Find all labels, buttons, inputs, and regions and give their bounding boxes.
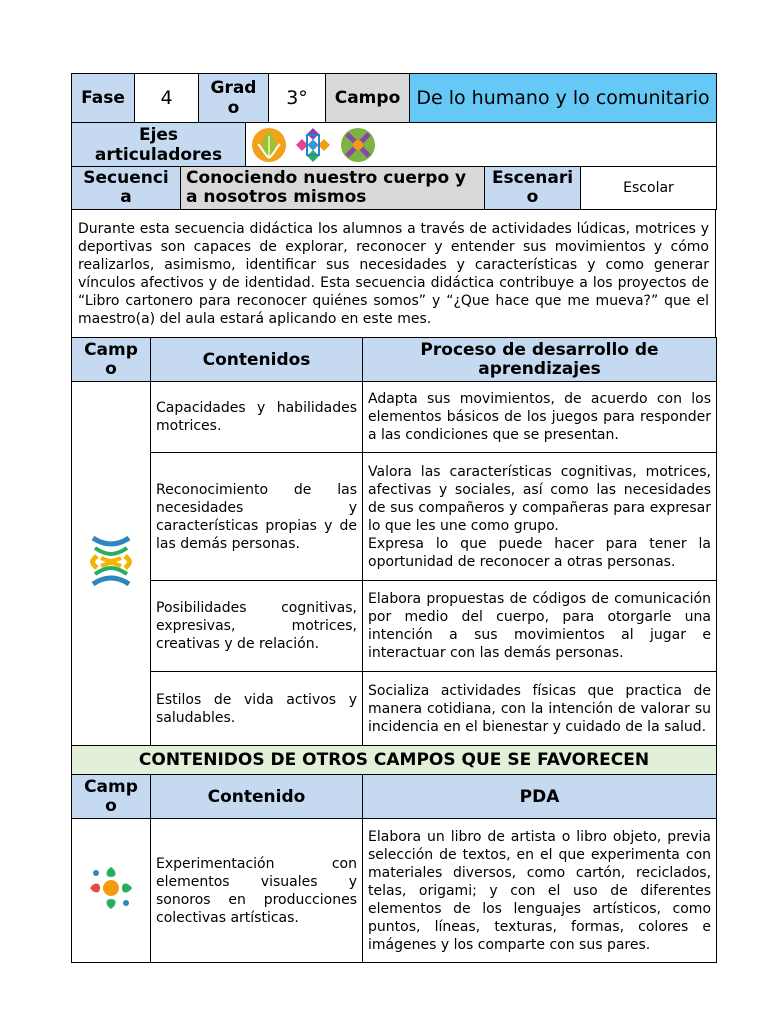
table-row xyxy=(72,382,717,453)
main-pda-1: Adapta sus movimientos, de acuerdo con los elementos básicos de los juegos para responder a las condiciones que se presentan. xyxy=(363,382,717,453)
main-col-proceso: Proceso de desarrollo de aprendizajes xyxy=(363,338,717,382)
otros-col-campo: Camp o xyxy=(72,775,151,819)
main-header-row xyxy=(72,338,717,382)
secuencia-value: Conociendo nuestro cuerpo y a nosotros mismos xyxy=(181,167,485,210)
main-col-contenidos: Contenidos xyxy=(151,338,363,382)
table-row xyxy=(72,453,717,581)
main-pda-2b: Expresa lo que puede hacer para tener la oportunidad de reconocer a otras personas. xyxy=(368,535,711,570)
header-table xyxy=(71,73,717,123)
otros-contenido-1: Experimentación con elementos visuales y sonoros en producciones colectivas artísticas. xyxy=(151,819,363,963)
lenguajes-icon xyxy=(86,863,136,913)
leaf-eje-icon xyxy=(250,126,288,164)
otros-pda-1: Elabora un libro de artista o libro objeto, previa selección de textos, en el que experimenta con materiales diversos, como cartón, reciclados, telas, origami; y con el uso de diferentes elementos de los lenguajes artísticos, como puntos, líneas, texturas, formas, colores e imágenes y los comparte con sus pares. xyxy=(363,819,717,963)
table-row xyxy=(72,819,717,963)
main-contenido-4: Estilos de vida activos y saludables. xyxy=(151,672,363,746)
main-contenido-2: Reconocimiento de las necesidades y características propias y de las demás personas. xyxy=(151,453,363,581)
fase-value: 4 xyxy=(135,74,199,123)
main-campo-icon-cell xyxy=(72,382,151,746)
main-pda-3: Elabora propuestas de códigos de comunicación por medio del cuerpo, para otorgarle una intención a sus movimientos al jugar e interactuar con las demás personas. xyxy=(363,581,717,672)
ejes-icons xyxy=(246,123,717,167)
humano-comunitario-icon xyxy=(87,534,135,588)
table-row xyxy=(72,581,717,672)
otros-table xyxy=(71,745,717,963)
table-row xyxy=(72,672,717,746)
main-pda-2-cell xyxy=(363,453,717,581)
campo-value: De lo humano y lo comunitario xyxy=(410,74,717,123)
grado-value: 3° xyxy=(269,74,326,123)
otros-header-row xyxy=(72,775,717,819)
main-pda-4: Socializa actividades físicas que practica de manera cotidiana, con la intención de valorar su incidencia en el bienestar y cuidado de la salud. xyxy=(363,672,717,746)
secuencia-table xyxy=(71,166,717,210)
otros-title: CONTENIDOS DE OTROS CAMPOS QUE SE FAVORECEN xyxy=(72,746,717,775)
main-contenido-1: Capacidades y habilidades motrices. xyxy=(151,382,363,453)
ejes-table xyxy=(71,122,717,167)
plus-interculturality-icon xyxy=(294,126,332,164)
campo-label: Campo xyxy=(326,74,410,123)
escenario-value: Escolar xyxy=(581,167,717,210)
secuencia-label: Secuenci a xyxy=(72,167,181,210)
x-equality-icon xyxy=(339,126,377,164)
otros-col-contenido: Contenido xyxy=(151,775,363,819)
main-contenido-3: Posibilidades cognitivas, expresivas, motrices, creativas y de relación. xyxy=(151,581,363,672)
grado-label: Grad o xyxy=(199,74,269,123)
otros-campo-icon-cell xyxy=(72,819,151,963)
otros-col-pda: PDA xyxy=(363,775,717,819)
escenario-label: Escenari o xyxy=(485,167,581,210)
planning-sheet xyxy=(71,73,716,963)
main-col-campo: Camp o xyxy=(72,338,151,382)
sequence-description: Durante esta secuencia didáctica los alumnos a través de actividades lúdicas, motrices y deportivas son capaces de explorar, reconocer y entender sus movimientos y cómo realizarlos, asimismo, identificar sus necesidades y características y como generar vínculos afectivos y de identidad. Esta secuencia didáctica contribuye a los proyectos de “Libro cartonero para reconocer quiénes somos” y “¿Que hace que me mueva?” que el maestro(a) del aula estará aplicando en este mes. xyxy=(72,210,716,338)
ejes-label: Ejes articuladores xyxy=(72,123,246,167)
main-pda-2: Valora las características cognitivas, motrices, afectivas y sociales, así como las necesidades de sus compañeros y compañeras para expresar lo que les une como grupo. xyxy=(368,463,711,534)
main-content-table xyxy=(71,337,717,746)
description-table xyxy=(71,209,716,338)
fase-label: Fase xyxy=(72,74,135,123)
